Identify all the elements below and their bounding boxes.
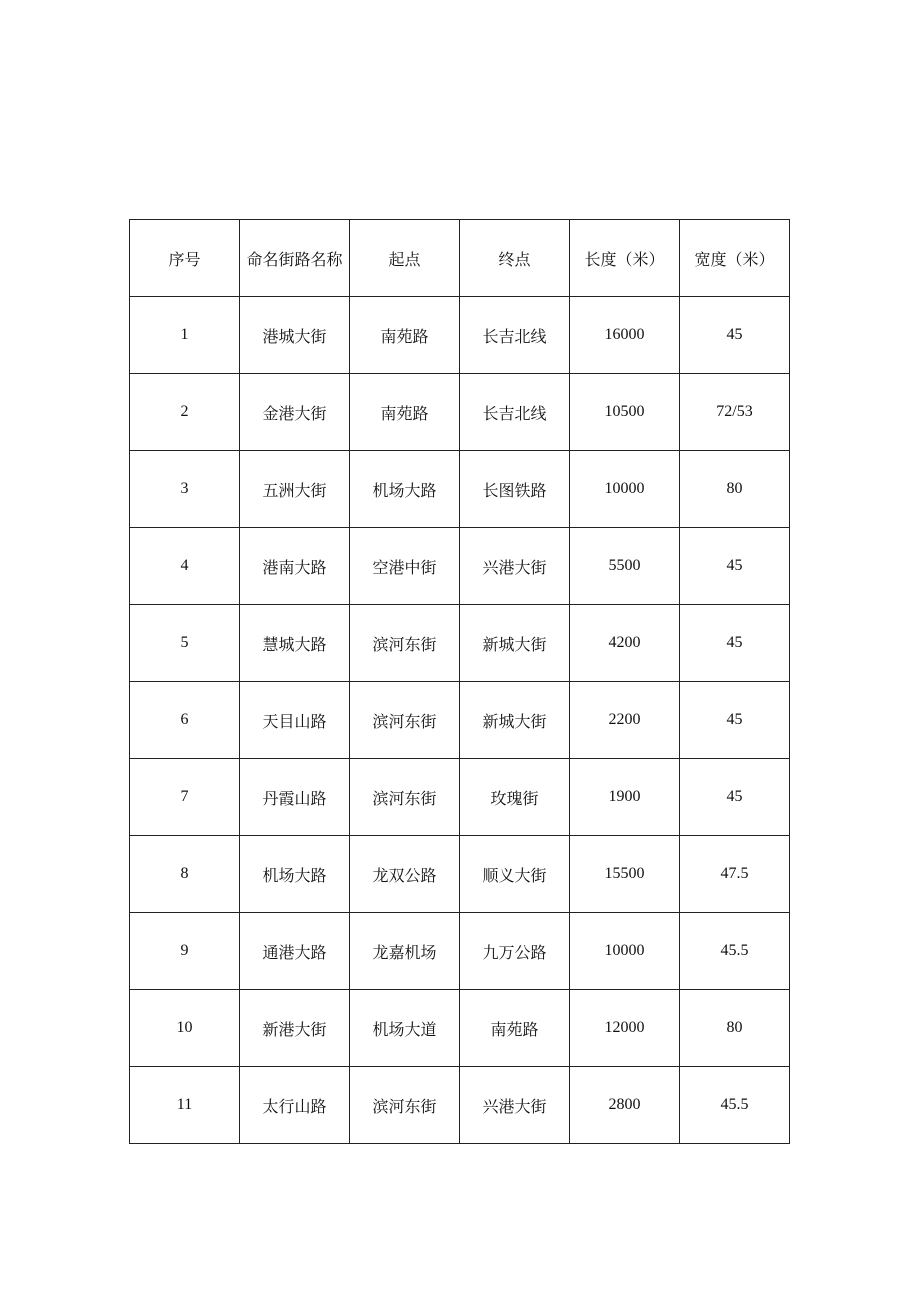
cell-length: 15500 [570, 836, 680, 913]
cell-width: 47.5 [680, 836, 790, 913]
cell-road-name: 港城大街 [240, 297, 350, 374]
cell-road-name: 新港大街 [240, 990, 350, 1067]
cell-width: 72/53 [680, 374, 790, 451]
cell-width: 45 [680, 605, 790, 682]
table-row [130, 605, 790, 682]
cell-index: 3 [130, 451, 240, 528]
cell-width: 45.5 [680, 913, 790, 990]
cell-index: 6 [130, 682, 240, 759]
cell-index: 7 [130, 759, 240, 836]
table-row [130, 297, 790, 374]
table-row [130, 913, 790, 990]
cell-road-name: 五洲大街 [240, 451, 350, 528]
cell-length: 12000 [570, 990, 680, 1067]
cell-road-name: 通港大路 [240, 913, 350, 990]
cell-end: 玫瑰街 [460, 759, 570, 836]
cell-index: 5 [130, 605, 240, 682]
cell-start: 南苑路 [350, 374, 460, 451]
cell-road-name: 机场大路 [240, 836, 350, 913]
cell-end: 长吉北线 [460, 297, 570, 374]
cell-road-name: 港南大路 [240, 528, 350, 605]
cell-end: 九万公路 [460, 913, 570, 990]
cell-end: 兴港大街 [460, 528, 570, 605]
table-row [130, 682, 790, 759]
table-row [130, 990, 790, 1067]
cell-width: 45 [680, 759, 790, 836]
cell-index: 8 [130, 836, 240, 913]
cell-start: 滨河东街 [350, 759, 460, 836]
table-row [130, 451, 790, 528]
cell-length: 2800 [570, 1067, 680, 1144]
cell-end: 长图铁路 [460, 451, 570, 528]
cell-index: 11 [130, 1067, 240, 1144]
cell-width: 45 [680, 297, 790, 374]
cell-end: 新城大街 [460, 682, 570, 759]
cell-width: 80 [680, 451, 790, 528]
cell-length: 10000 [570, 913, 680, 990]
cell-start: 龙双公路 [350, 836, 460, 913]
cell-end: 长吉北线 [460, 374, 570, 451]
cell-length: 5500 [570, 528, 680, 605]
cell-index: 9 [130, 913, 240, 990]
cell-start: 滨河东街 [350, 682, 460, 759]
cell-width: 45 [680, 682, 790, 759]
cell-end: 兴港大街 [460, 1067, 570, 1144]
cell-length: 16000 [570, 297, 680, 374]
road-naming-table [129, 219, 790, 1144]
table-row [130, 1067, 790, 1144]
header-length: 长度（米） [570, 220, 680, 297]
cell-start: 南苑路 [350, 297, 460, 374]
cell-width: 45 [680, 528, 790, 605]
cell-road-name: 太行山路 [240, 1067, 350, 1144]
header-width: 宽度（米） [680, 220, 790, 297]
header-start: 起点 [350, 220, 460, 297]
cell-index: 4 [130, 528, 240, 605]
cell-length: 10500 [570, 374, 680, 451]
cell-start: 滨河东街 [350, 605, 460, 682]
cell-length: 1900 [570, 759, 680, 836]
cell-length: 10000 [570, 451, 680, 528]
table-row [130, 528, 790, 605]
cell-road-name: 天目山路 [240, 682, 350, 759]
header-road-name: 命名街路名称 [240, 220, 350, 297]
header-index: 序号 [130, 220, 240, 297]
cell-start: 机场大路 [350, 451, 460, 528]
header-end: 终点 [460, 220, 570, 297]
cell-end: 顺义大街 [460, 836, 570, 913]
cell-end: 新城大街 [460, 605, 570, 682]
cell-start: 滨河东街 [350, 1067, 460, 1144]
cell-length: 4200 [570, 605, 680, 682]
cell-road-name: 金港大街 [240, 374, 350, 451]
cell-start: 龙嘉机场 [350, 913, 460, 990]
cell-road-name: 慧城大路 [240, 605, 350, 682]
cell-index: 1 [130, 297, 240, 374]
cell-end: 南苑路 [460, 990, 570, 1067]
cell-start: 空港中街 [350, 528, 460, 605]
table-header-row [130, 220, 790, 297]
cell-width: 45.5 [680, 1067, 790, 1144]
table-row [130, 374, 790, 451]
cell-index: 10 [130, 990, 240, 1067]
cell-width: 80 [680, 990, 790, 1067]
cell-road-name: 丹霞山路 [240, 759, 350, 836]
table-row [130, 759, 790, 836]
cell-start: 机场大道 [350, 990, 460, 1067]
cell-index: 2 [130, 374, 240, 451]
table-row [130, 836, 790, 913]
cell-length: 2200 [570, 682, 680, 759]
